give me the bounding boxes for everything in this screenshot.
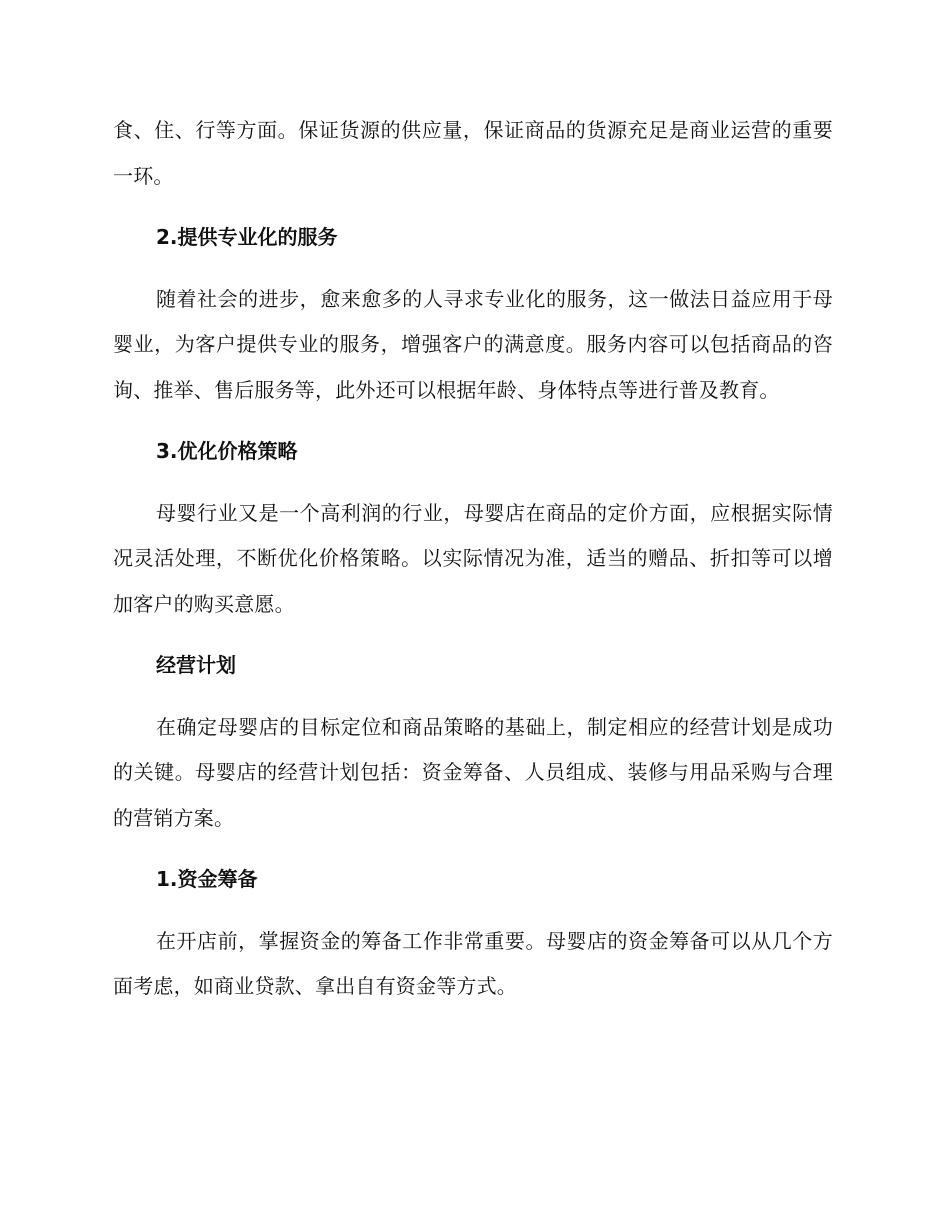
heading-professional-service: 2.提供专业化的服务: [156, 225, 338, 249]
heading-pricing-strategy: 3.优化价格策略: [156, 439, 298, 463]
paragraph-pricing-strategy: 母婴行业又是一个高利润的行业，母婴店在商品的定价方面，应根据实际情况灵活处理，不断优化价格策略。以实际情况为准，适当的赠品、折扣等可以增加客户的购买意愿。: [113, 500, 833, 616]
paragraph-business-plan: 在确定母婴店的目标定位和商品策略的基础上，制定相应的经营计划是成功的关键。母婴店的经营计划包括：资金筹备、人员组成、装修与用品采购与合理的营销方案。: [113, 714, 833, 830]
document-page: [113, 108, 833, 1010]
heading-business-plan: 经营计划: [156, 653, 236, 677]
paragraph-professional-service: 随着社会的进步，愈来愈多的人寻求专业化的服务，这一做法日益应用于母婴业，为客户提供专业的服务，增强客户的满意度。服务内容可以包括商品的咨询、推举、售后服务等，此外还可以根据年龄、身体特点等进行普及教育。: [113, 286, 833, 402]
paragraph-fund-raising: 在开店前，掌握资金的筹备工作非常重要。母婴店的资金筹备可以从几个方面考虑，如商业贷款、拿出自有资金等方式。: [113, 928, 833, 998]
paragraph-continuation: 食、住、行等方面。保证货源的供应量，保证商品的货源充足是商业运营的重要一环。: [113, 118, 833, 188]
heading-fund-raising: 1.资金筹备: [156, 867, 258, 891]
